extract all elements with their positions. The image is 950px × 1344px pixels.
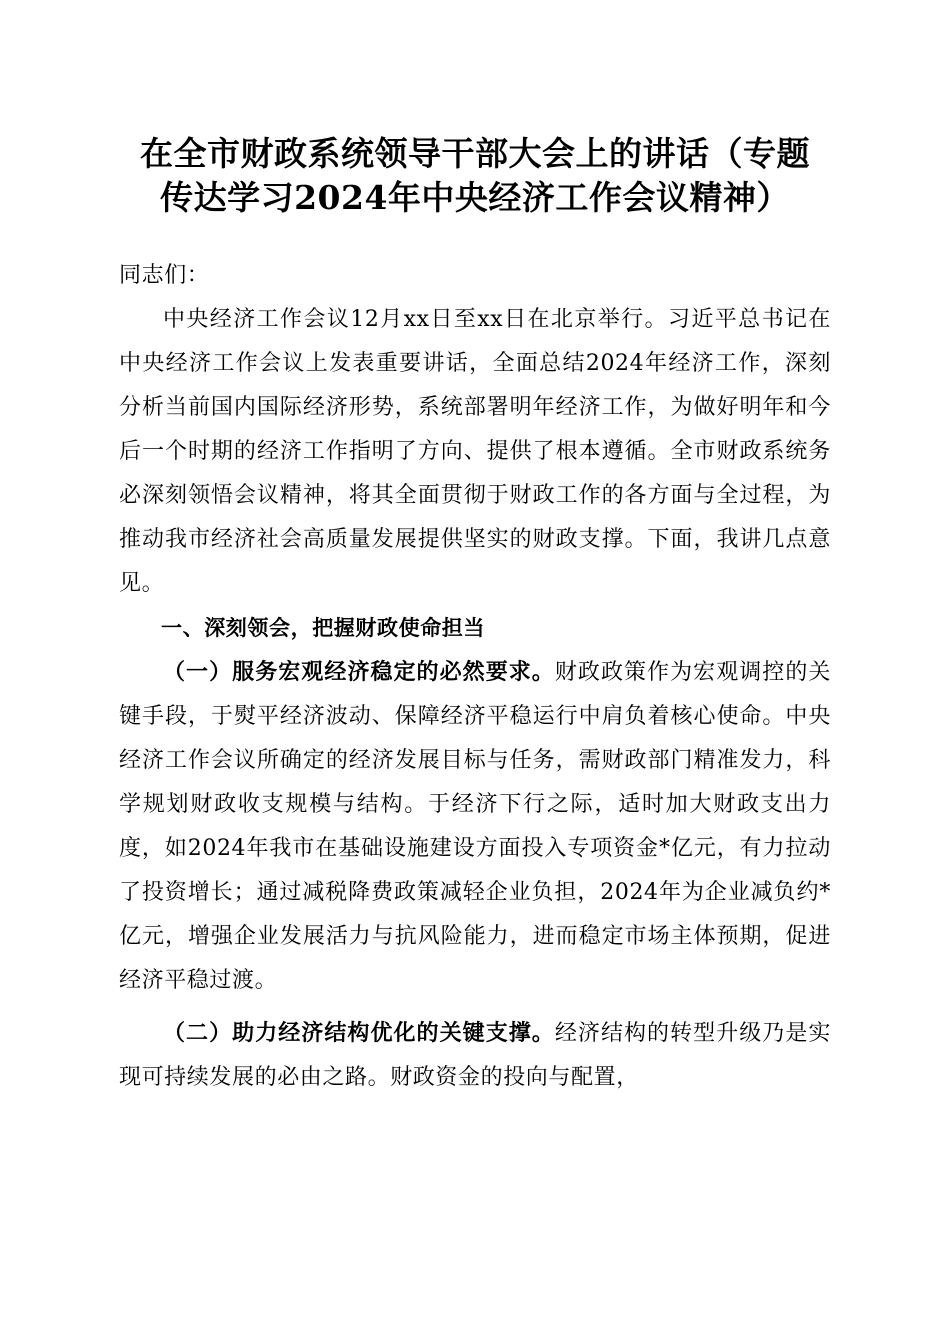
title-line-2: 传达学习2024年中央经济工作会议精神） <box>160 178 790 217</box>
document-title <box>100 132 850 220</box>
subsection-1-paragraph <box>119 650 831 1003</box>
salutation: 同志们： <box>119 263 210 288</box>
subsection-2-paragraph <box>119 1011 831 1100</box>
intro-paragraph: 中央经济工作会议12月xx日至xx日在北京举行。习近平总书记在中央经济工作会议上发表重要讲话，全面总结2024年经济工作，深刻分析当前国内国际经济形势，系统部署明年经济工作，为做好明年和今后一个时期的经济工作指明了方向、提供了根本遵循。全市财政系统务必深刻领悟会议精神，将其全面贯彻于财政工作的各方面与全过程，为推动我市经济社会高质量发展提供坚实的财政支撑。下面，我讲几点意见。 <box>119 307 831 596</box>
subsection-2-lead: （二）助力经济结构优化的关键支撑。 <box>163 1020 555 1046</box>
document-body <box>119 254 831 1100</box>
subsection-1-text: 财政政策作为宏观调控的关键手段，于熨平经济波动、保障经济平稳运行中肩负着核心使命。中央经济工作会议所确定的经济发展目标与任务，需财政部门精准发力，科学规划财政收支规模与结构。于经济下行之际，适时加大财政支出力度，如2024年我市在基础设施建设方面投入专项资金*亿元，有力拉动了投资增长；通过减税降费政策减轻企业负担，2024年为企业减负约*亿元，增强企业发展活力与抗风险能力，进而稳定市场主体预期，促进经济平稳过渡。 <box>119 660 832 993</box>
subsection-2-text: 经济结构的转型升级乃是实现可持续发展的必由之路。财政资金的投向与配置， <box>119 1021 832 1090</box>
section-heading-1: 一、深刻领会，把握财政使命担当 <box>161 616 485 640</box>
subsection-1-lead: （一）服务宏观经济稳定的必然要求。 <box>163 659 555 685</box>
title-line-1: 在全市财政系统领导干部大会上的讲话（专题 <box>140 134 810 173</box>
